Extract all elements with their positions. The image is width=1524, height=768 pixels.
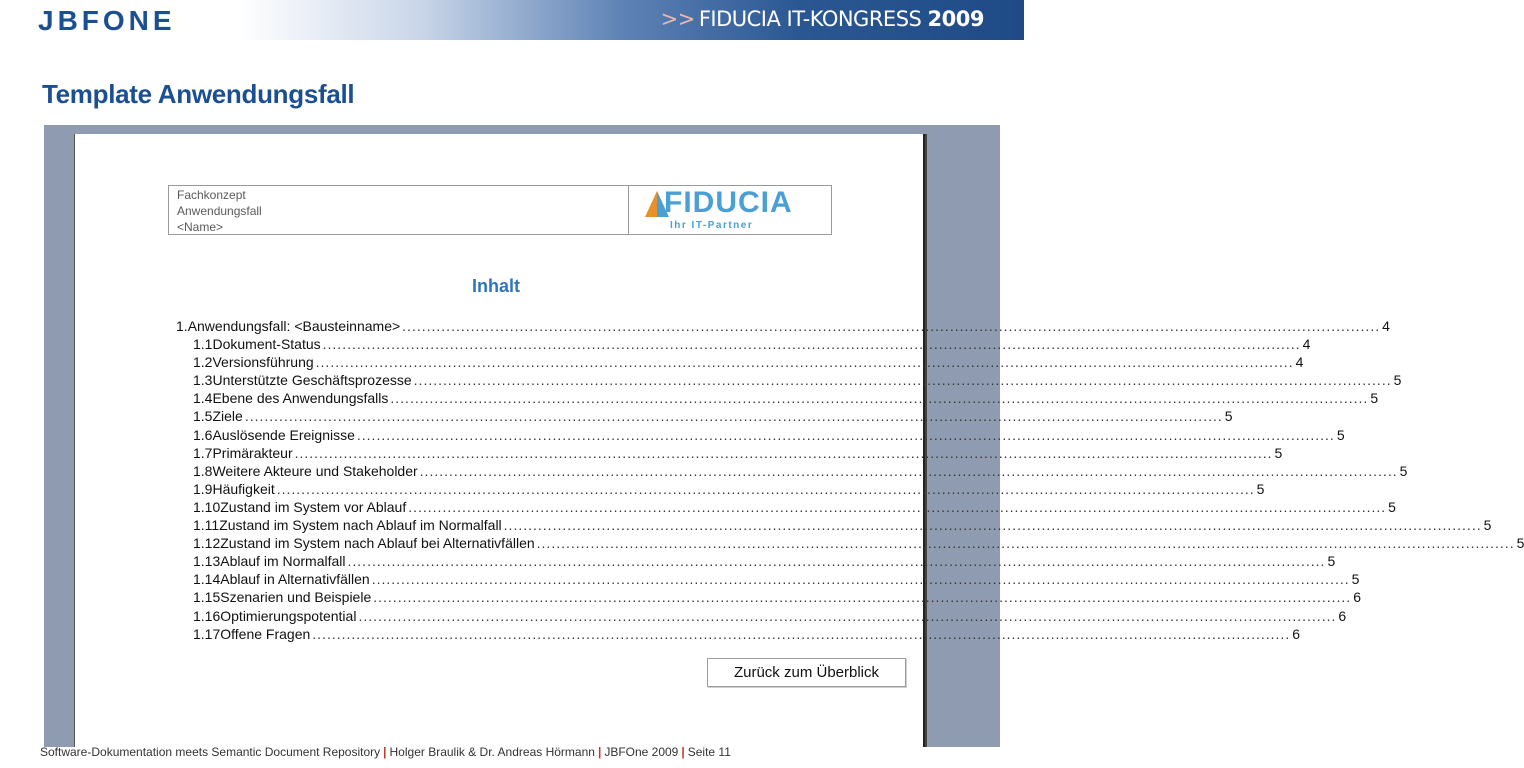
toc-entry-number: 1.1 [193,336,213,353]
toc-entry-page: 6 [1353,589,1361,606]
toc-entry-leader: ........................................................................................................................................................................................................ [244,408,1223,425]
toc-entry-title: Unterstützte Geschäftsprozesse [212,372,412,389]
toc-entry-leader: ........................................................................................................................................................................................................ [503,517,1482,534]
toc-entry-page: 5 [1256,480,1265,497]
footer-authors: Holger Braulik & Dr. Andreas Hörmann [389,745,595,759]
table-of-contents [176,317,1524,643]
toc-entry-number: 1.4 [193,390,213,407]
header-line-anwendungsfall: Anwendungsfall [177,204,262,218]
footer-separator: | [383,745,387,759]
toc-entry-page: 5 [1274,444,1283,461]
toc-entry[interactable] [176,534,1524,552]
toc-entry-number: 1.13 [193,553,221,570]
toc-entry-number: 1.16 [193,607,221,624]
footer-separator: | [681,745,685,759]
toc-entry-title: Häufigkeit [212,480,275,497]
toc-entry-leader: ........................................................................................................................................................................................................ [402,318,1381,334]
toc-entry-title: Zustand im System nach Ablauf bei Alternativfällen [220,535,535,552]
toc-entry[interactable] [176,462,1408,480]
toc-entry-number: 1.14 [193,571,221,588]
footer-page-number: Seite 11 [687,745,731,759]
toc-entry-leader: ........................................................................................................................................................................................................ [408,498,1387,515]
toc-entry-number: 1.17 [193,625,221,642]
toc-entry-page: 5 [1483,517,1492,534]
toc-entry-number: 1.2 [193,354,213,371]
toc-entry-title: Ablauf im Normalfall [220,553,346,570]
toc-entry[interactable] [176,625,1301,643]
toc-entry-leader: ........................................................................................................................................................................................................ [373,589,1352,606]
toc-entry-title: Optimierungspotential [220,607,357,624]
toc-entry-page: 5 [1516,535,1524,552]
toc-entry-page: 5 [1351,571,1360,588]
toc-entry-leader: ........................................................................................................................................................................................................ [390,390,1369,407]
toc-entry[interactable] [176,353,1304,371]
toc-heading: Inhalt [472,276,520,296]
toc-entry[interactable] [176,498,1396,516]
toc-entry-number: 1.6 [193,426,213,443]
toc-entry[interactable] [176,426,1345,444]
toc-entry-number: 1.10 [193,498,221,515]
toc-entry-title: Weitere Akteure und Stakeholder [212,462,418,479]
toc-entry-title: Anwendungsfall: <Bausteinname> [187,318,401,334]
toc-entry-number: 1. [176,318,188,334]
toc-entry-page: 5 [1370,390,1379,407]
toc-entry[interactable] [176,480,1265,498]
toc-entry-page: 5 [1399,462,1408,479]
toc-entry-title: Ziele [212,408,243,425]
toc-entry[interactable] [176,570,1360,588]
footer-title: Software-Dokumentation meets Semantic Document Repository [40,745,381,759]
toc-entry-leader: ........................................................................................................................................................................................................ [413,372,1392,389]
toc-entry-leader: ........................................................................................................................................................................................................ [356,426,1335,443]
slide-title: Template Anwendungsfall [42,79,355,109]
toc-entry-title: Offene Fragen [220,625,311,642]
toc-entry-leader: ........................................................................................................................................................................................................ [322,336,1301,353]
toc-entry-page: 4 [1302,336,1311,353]
fiducia-logo [630,186,831,234]
toc-entry[interactable] [176,552,1336,570]
toc-entry-number: 1.9 [193,480,213,497]
toc-entry-leader: ........................................................................................................................................................................................................ [294,444,1273,461]
toc-entry-title: Versionsführung [212,354,314,371]
header-line-fachkonzept: Fachkonzept [177,188,246,202]
footer [40,745,731,759]
toc-entry[interactable] [176,588,1361,606]
toc-entry-number: 1.12 [193,535,221,552]
toc-entry-page: 5 [1336,426,1345,443]
toc-entry-title: Auslösende Ereignisse [212,426,355,443]
toc-entry-page: 4 [1382,318,1390,334]
toc-entry-leader: ........................................................................................................................................................................................................ [358,607,1337,624]
toc-entry[interactable] [176,516,1492,534]
toc-entry-title: Szenarien und Beispiele [220,589,372,606]
toc-entry-page: 6 [1338,607,1347,624]
toc-entry-page: 5 [1327,553,1336,570]
toc-entry-leader: ........................................................................................................................................................................................................ [419,462,1398,479]
toc-entry[interactable] [176,371,1402,389]
footer-separator: | [597,745,602,759]
back-to-overview-button[interactable]: Zurück zum Überblick [707,658,906,687]
toc-entry[interactable] [176,407,1233,425]
congress-year: 2009 [927,7,984,31]
toc-entry-number: 1.5 [193,408,213,425]
footer-event: JBFOne 2009 [604,745,679,759]
toc-entry-title: Zustand im System nach Ablauf im Normalfall [219,517,502,534]
toc-entry-title: Ablauf in Alternativfällen [220,571,370,588]
header-banner [0,0,1024,40]
toc-entry-page: 5 [1224,408,1233,425]
toc-entry-title: Zustand im System vor Ablauf [220,498,407,515]
toc-entry[interactable] [176,389,1379,407]
toc-entry-leader: ........................................................................................................................................................................................................ [536,535,1515,552]
toc-entry-leader: ........................................................................................................................................................................................................ [276,480,1255,497]
toc-entry-number: 1.7 [193,444,213,461]
logo-wordmark: JBFONE [38,5,176,36]
toc-entry-title: Ebene des Anwendungsfalls [212,390,389,407]
toc-entry-leader: ........................................................................................................................................................................................................ [315,354,1294,371]
fiducia-wordmark: FIDUCIA [664,186,793,219]
toc-entry[interactable] [176,444,1283,462]
jbfone-logo [38,5,210,35]
toc-entry-page: 5 [1388,498,1396,515]
toc-entry-page: 5 [1393,372,1402,389]
toc-entry-leader: ........................................................................................................................................................................................................ [371,571,1350,588]
fiducia-tagline: Ihr IT-Partner [670,220,754,231]
toc-entry[interactable] [176,317,1390,335]
toc-entry-number: 1.3 [193,372,213,389]
toc-entry-leader: ........................................................................................................................................................................................................ [312,625,1291,642]
toc-entry-page: 6 [1292,625,1301,642]
congress-prefix: >> [660,7,695,31]
toc-entry-title: Primärakteur [212,444,293,461]
header-line-name: <Name> [177,220,224,234]
toc-entry-page: 4 [1295,354,1304,371]
toc-entry-number: 1.8 [193,462,213,479]
document-header-text [169,186,629,234]
toc-entry-number: 1.11 [193,517,220,534]
toc-entry-number: 1.15 [193,589,221,606]
congress-title [661,7,984,31]
congress-text: FIDUCIA IT-KONGRESS [698,7,922,31]
toc-entry-leader: ........................................................................................................................................................................................................ [347,553,1326,570]
toc-entry-title: Dokument-Status [212,336,321,353]
document-header-table [168,185,832,235]
toc-entry[interactable] [176,335,1311,353]
toc-entry[interactable] [176,607,1347,625]
